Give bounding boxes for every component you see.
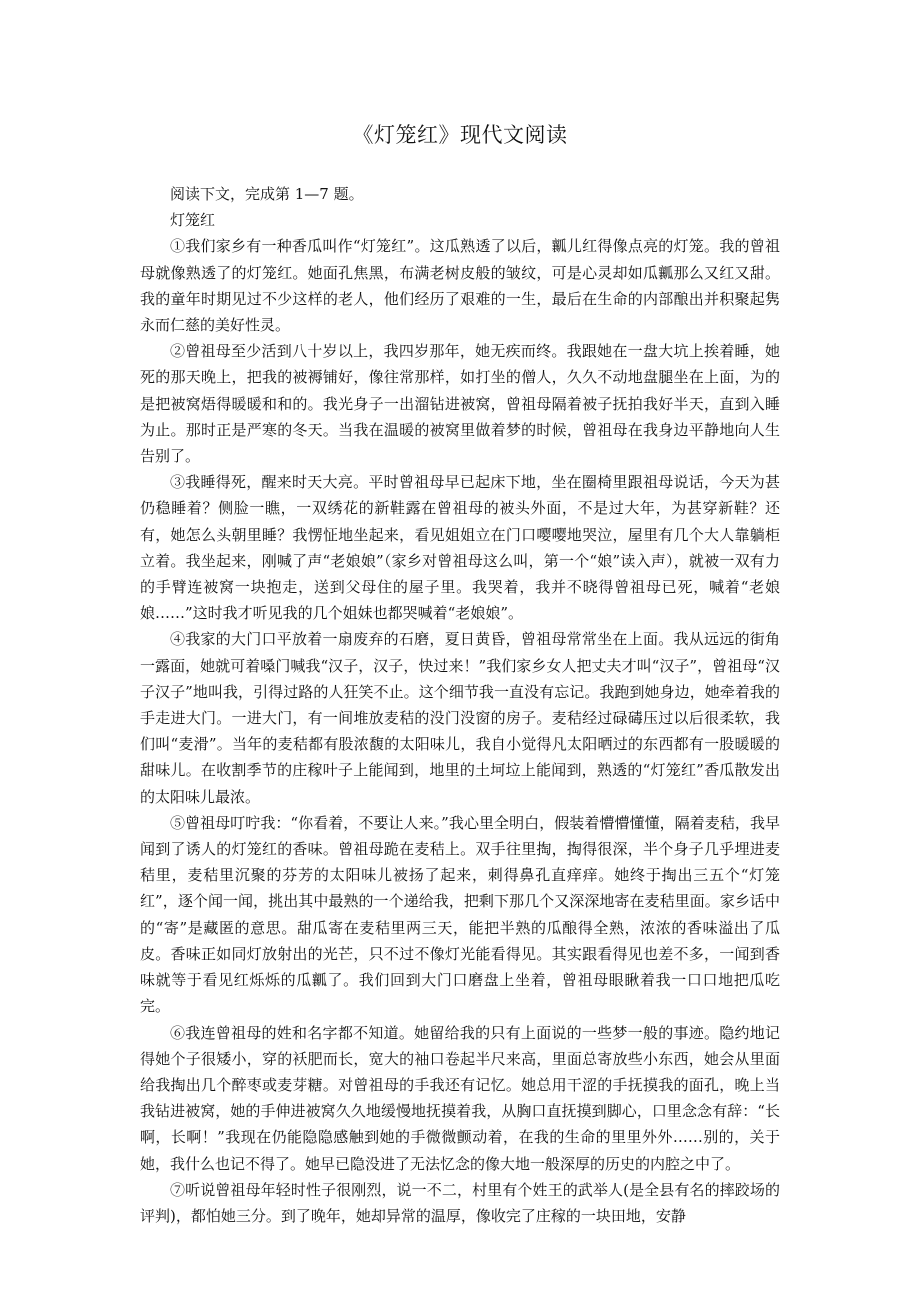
document-title: 《灯笼红》现代文阅读: [352, 123, 568, 147]
paragraph-3: ③我睡得死，醒来时天大亮。平时曾祖母早已起床下地，坐在圈椅里跟祖母说话，今天为甚仍稳睡着？侧脸一瞧，一双绣花的新鞋露在曾祖母的被头外面，不是过大年，为甚穿新鞋？还有，她怎么头朝里睡？我愣怔地坐起来，看见姐姐立在门口嘤嘤地哭泣，屋里有几个大人靠躺柜立着。我坐起来，刚喊了声“老娘娘”（家乡对曾祖母这么叫，第一个“娘”读入声），就被一双有力的手臂连被窝一块抱走，送到父母住的屋子里。我哭着，我并不晓得曾祖母已死，喊着“老娘娘……”这时我才听见我的几个姐妹也都哭喊着“老娘娘”。: [140, 473, 780, 623]
paragraph-1: ①我们家乡有一种香瓜叫作“灯笼红”。这瓜熟透了以后，瓤儿红得像点亮的灯笼。我的曾祖母就像熟透了的灯笼红。她面孔焦黑，布满老树皮般的皱纹，可是心灵却如瓜瓤那么又红又甜。我的童年时期见过不少这样的老人，他们经历了艰难的一生，最后在生命的内部酿出并积聚起隽永而仁慈的美好性灵。: [140, 237, 780, 335]
paragraph-2: ②曾祖母至少活到八十岁以上，我四岁那年，她无疾而终。我跟她在一盘大坑上挨着睡，她死的那天晚上，把我的被褥铺好，像往常那样，如打坐的僧人，久久不动地盘腿坐在上面，为的是把被窝焐得暖暖和和的。我光身子一出溜钻进被窝，曾祖母隔着被子抚拍我好半天，直到入睡为止。那时正是严寒的冬天。当我在温暖的被窝里做着梦的时候，曾祖母在我身边平静地向人生告别了。: [140, 342, 780, 466]
paragraph-5: ⑤曾祖母叮咛我：“你看着，不要让人来。”我心里全明白，假装着懵懵懂懂，隔着麦秸，我早闻到了诱人的灯笼红的香味。曾祖母跪在麦秸上。双手往里掏，掏得很深，半个身子几乎埋进麦秸里，麦秸里沉聚的芬芳的太阳味儿被扬了起来，刺得鼻孔直痒痒。她终于掏出三五个“灯笼红”，逐个闻一闻，挑出其中最熟的一个递给我，把剩下那几个又深深地寄在麦秸里面。家乡话中的“寄”是藏匿的意思。甜瓜寄在麦秸里两三天，能把半熟的瓜酿得全熟，浓浓的香味溢出了瓜皮。香味正如同灯放射出的光芒，只不过不像灯光能看得见。其实跟看得见也差不多，一闻到香味就等于看见红烁烁的瓜瓤了。我们回到大门口磨盘上坐着，曾祖母眼瞅着我一口口地把瓜吃完。: [140, 813, 780, 1016]
document-body: [140, 181, 780, 1229]
article-subtitle: 灯笼红: [170, 211, 216, 230]
instruction-text: 阅读下文，完成第 1—7 题。: [170, 185, 364, 203]
paragraph-7: ⑦听说曾祖母年轻时性子很刚烈，说一不二，村里有个姓王的武举人(是全县有名的摔跤场的评判)，都怕她三分。到了晚年，她却异常的温厚，像收完了庄稼的一块田地，安静: [140, 1180, 780, 1225]
paragraph-6: ⑥我连曾祖母的姓和名字都不知道。她留给我的只有上面说的一些梦一般的事迹。隐约地记得她个子很矮小，穿的袄肥而长，宽大的袖口卷起半尺来高，里面总寄放些小东西，她会从里面给我掏出几个醉枣或麦芽糖。对曾祖母的手我还有记忆。她总用干涩的手抚摸我的面孔，晚上当我钻进被窝，她的手伸进被窝久久地缓慢地抚摸着我，从胸口直抚摸到脚心，口里念念有辞：“长啊，长啊！”我现在仍能隐隐感触到她的手微微颤动着，在我的生命的里里外外……别的，关于她，我什么也记不得了。她早已隐没进了无法忆念的像大地一般深厚的历史的内腔之中了。: [140, 1023, 780, 1173]
paragraph-4: ④我家的大门口平放着一扇废弃的石磨，夏日黄昏，曾祖母常常坐在上面。我从远远的街角一露面，她就可着嗓门喊我“汉子，汉子，快过来！”我们家乡女人把丈夫才叫“汉子”，曾祖母“汉子汉子”地叫我，引得过路的人狂笑不止。这个细节我一直没有忘记。我跑到她身边，她牵着我的手走进大门。一进大门，有一间堆放麦秸的没门没窗的房子。麦秸经过碌碡压过以后很柔软，我们叫“麦滑”。当年的麦秸都有股浓馥的太阳味儿，我自小觉得凡太阳晒过的东西都有一股暖暖的甜味儿。在收割季节的庄稼叶子上能闻到，地里的土坷垃上能闻到，熟透的“灯笼红”香瓜散发出的太阳味儿最浓。: [140, 630, 780, 806]
